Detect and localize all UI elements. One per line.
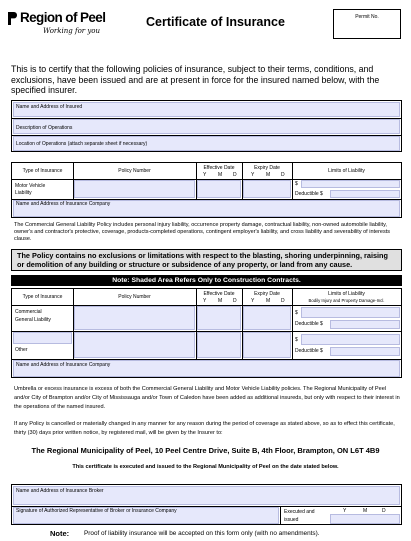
page-title: Certificate of Insurance [146, 15, 285, 29]
t2-expiry-d: D [281, 298, 285, 304]
issued-d: D [382, 508, 386, 514]
region-of-peel-logo [8, 10, 118, 42]
issued-label: issued [284, 517, 299, 523]
other-expiry-date-field[interactable] [243, 332, 291, 358]
issued-date-field[interactable] [330, 514, 400, 524]
org-tagline: Working for you [43, 27, 101, 35]
motor-vehicle-label: Motor Vehicle [15, 183, 46, 189]
intro-paragraph: This is to certify that the following policies of insurance, subject to their terms, conditions, and exclusions, have been issued and are at present in force for the insured named below, with the specified insurer. [11, 64, 380, 95]
cgl-limit-dollar: $ [295, 310, 298, 316]
col-policy-number: Policy Number [118, 168, 151, 174]
other-policy-number-field[interactable] [74, 332, 195, 358]
other-type-field[interactable] [13, 332, 72, 344]
t2-effective-d: D [233, 298, 237, 304]
signature-label: Signature of Authorized Representative of Broker or Insurance Company [16, 508, 177, 514]
general-liability-table [11, 288, 402, 378]
footer-note-text: Proof of liability insurance will be accepted on this form only (with no amendments). [84, 530, 320, 537]
permit-label: Permit No. [355, 14, 379, 20]
t2-effective-y: Y [203, 298, 207, 304]
mv-effective-date-field[interactable] [197, 180, 241, 198]
col-effective-date: Effective Date [203, 165, 235, 171]
other-deductible-label: Deductible $ [295, 348, 323, 354]
policy-notice-text: The Policy contains no exclusions or limitations with respect to the blasting, shoring underpinning, raising or demolition of any building or structure or subsidence of any property, or land from any cause. [17, 251, 388, 269]
executed-label: Executed and [284, 509, 315, 515]
other-limit-field[interactable] [301, 334, 400, 345]
cgl-row-label2: General Liability [15, 317, 51, 323]
mv-insurer-label: Name and Address of Insurance Company [16, 201, 111, 207]
other-effective-date-field[interactable] [197, 332, 241, 358]
cgl-policy-number-field[interactable] [74, 306, 195, 330]
org-name: Region of Peel [20, 10, 106, 25]
operations-label: Description of Operations [16, 125, 73, 131]
insured-name-label: Name and Address of Insured [16, 104, 83, 110]
col-limits-of-liability: Limits of Liability [328, 168, 365, 174]
cgl-limit-field[interactable] [301, 307, 400, 318]
issued-m: M [363, 508, 368, 514]
col-type-of-insurance: Type of Insurance [22, 168, 63, 174]
expiry-y: Y [251, 172, 255, 178]
broker-name-label: Name and Address of Insurance Broker [16, 488, 104, 494]
effective-y: Y [203, 172, 207, 178]
policy-notice-box [11, 249, 402, 271]
col-expiry-date: Expiry Date [254, 165, 280, 171]
mv-expiry-date-field[interactable] [243, 180, 291, 198]
expiry-m: M [266, 172, 271, 178]
t2-col-type-of-insurance: Type of Insurance [22, 294, 63, 300]
peel-address-line: The Regional Municipality of Peel, 10 Peel Centre Drive, Suite B, 4th Floor, Brampton, ON L6T 4B9 [31, 446, 380, 455]
cancellation-paragraph: If any Policy is cancelled or materially changed in any manner for any reason during the period of coverage as stated above, so as to effect this certificate, thirty (30) days prior written notice, by registered mail, will be given by the Insurer to: [14, 421, 395, 436]
cgl-effective-date-field[interactable] [197, 306, 241, 330]
mv-limit-field[interactable] [301, 180, 400, 188]
mv-deductible-field[interactable] [330, 190, 400, 198]
cgl-deductible-label: Deductible $ [295, 321, 323, 327]
umbrella-paragraph: Umbrella or excess insurance is excess of both the Commercial General Liability and Motor Vehicle Liability policies. The Regional Municipality of Peel and/or City of Brampton and/or City of Mississauga and/or Town of Caledon have been added as additional insureds, but only with respect to their interest in the operations of the named insured. [14, 386, 400, 410]
cgl-paragraph: The Commercial General Liability Policy includes personal injury liability, occurrence property damage, contractual liability, non-owned automobile liability, owner's and contractor's protective, coverage, products-completed operations, contingent employer's liability, and cross liability and severability of interests clause. [14, 222, 391, 242]
other-deductible-field[interactable] [330, 347, 400, 356]
t2-col-policy-number: Policy Number [118, 294, 151, 300]
t2-col-limits-subtitle: Bodily Injury and Property Damage-Incl. [308, 298, 385, 303]
mv-limit-dollar: $ [295, 181, 298, 187]
t2-expiry-y: Y [251, 298, 255, 304]
executed-line: This certificate is executed and issued to the Regional Municipality of Peel on the date stated below. [72, 464, 339, 470]
cgl-row-label: Commercial [15, 309, 42, 315]
cgl-expiry-date-field[interactable] [243, 306, 291, 330]
expiry-d: D [281, 172, 285, 178]
mv-policy-number-field[interactable] [74, 180, 195, 198]
t2-expiry-m: M [266, 298, 271, 304]
t2-col-expiry-date: Expiry Date [254, 291, 280, 297]
location-label: Location of Operations (attach separate sheet if necessary) [16, 141, 148, 147]
liability-label: Liability [15, 190, 32, 196]
t2-effective-m: M [218, 298, 223, 304]
other-limit-dollar: $ [295, 337, 298, 343]
shaded-area-note: Note: Shaded Area Refers Only to Construction Contracts. [11, 275, 402, 286]
t2-col-limits-of-liability: Limits of Liability [328, 291, 365, 297]
footer-note-label: Note: [50, 529, 70, 538]
peel-p-icon [8, 12, 17, 25]
other-row-label: Other [15, 347, 28, 353]
insured-details-section [11, 100, 402, 152]
permit-number-field[interactable] [333, 9, 401, 39]
broker-section [11, 484, 402, 525]
t2-col-effective-date: Effective Date [203, 291, 235, 297]
cgl-deductible-field[interactable] [330, 320, 400, 329]
t2-insurer-label: Name and Address of Insurance Company [16, 362, 111, 368]
motor-vehicle-table [11, 162, 402, 218]
effective-d: D [233, 172, 237, 178]
issued-y: Y [343, 508, 347, 514]
effective-m: M [218, 172, 223, 178]
mv-deductible-label: Deductible $ [295, 191, 323, 197]
